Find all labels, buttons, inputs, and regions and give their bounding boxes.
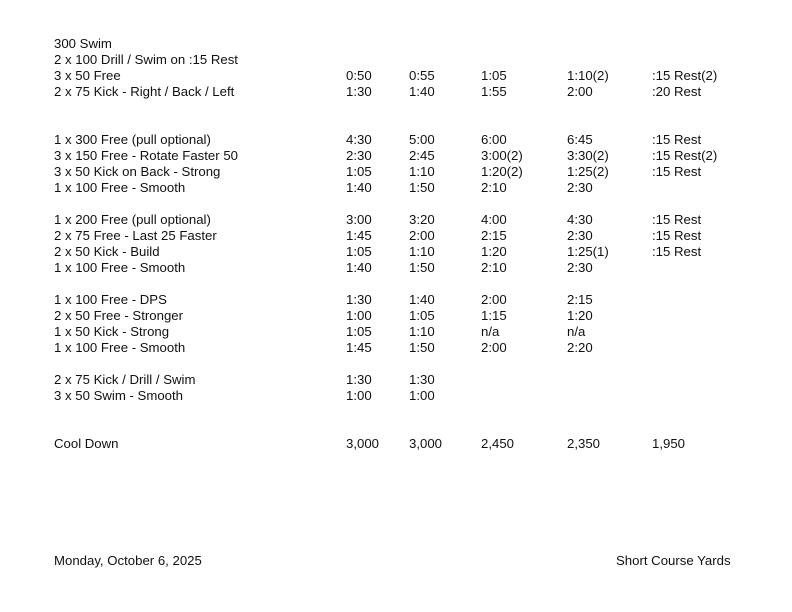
set-description: 1 x 100 Free - DPS [54, 292, 167, 307]
interval-lane-3: 2:15 [481, 228, 507, 243]
set-description: 3 x 50 Free [54, 68, 121, 83]
set-description: 3 x 50 Kick on Back - Strong [54, 164, 221, 179]
set-description: 2 x 50 Kick - Build [54, 244, 160, 259]
interval-lane-2: 1:30 [409, 372, 435, 387]
interval-lane-2: 5:00 [409, 132, 435, 147]
interval-lane-2: 1:05 [409, 308, 435, 323]
interval-lane-1: 1:00 [346, 388, 372, 403]
interval-lane-5: :15 Rest(2) [652, 68, 718, 83]
set-description: 1 x 50 Kick - Strong [54, 324, 170, 339]
set-description: 3 x 150 Free - Rotate Faster 50 [54, 148, 238, 163]
interval-lane-1: 1:30 [346, 292, 372, 307]
interval-lane-2: 3:20 [409, 212, 435, 227]
set-description: 3 x 50 Swim - Smooth [54, 388, 183, 403]
interval-lane-5: :20 Rest [652, 84, 702, 99]
set-description: 2 x 75 Free - Last 25 Faster [54, 228, 217, 243]
interval-lane-1: 1:00 [346, 308, 372, 323]
interval-lane-2: 1:40 [409, 292, 435, 307]
interval-lane-3: 6:00 [481, 132, 507, 147]
workout-row [0, 68, 792, 84]
workout-row [0, 180, 792, 196]
interval-lane-3: n/a [481, 324, 500, 339]
interval-lane-4: n/a [567, 324, 586, 339]
interval-lane-5: :15 Rest [652, 244, 702, 259]
interval-lane-2: 0:55 [409, 68, 435, 83]
interval-lane-3: 2:10 [481, 260, 507, 275]
interval-lane-5: :15 Rest [652, 132, 702, 147]
interval-lane-3: 1:05 [481, 68, 507, 83]
interval-lane-1: 1:05 [346, 324, 372, 339]
interval-lane-5: :15 Rest [652, 212, 702, 227]
workout-row [0, 132, 792, 148]
interval-lane-1: 1:45 [346, 228, 372, 243]
interval-lane-5: :15 Rest [652, 164, 702, 179]
workout-row [0, 212, 792, 228]
set-description: 1 x 200 Free (pull optional) [54, 212, 211, 227]
cool-down-label: Cool Down [54, 436, 119, 451]
interval-lane-3: 4:00 [481, 212, 507, 227]
interval-lane-4: 2:00 [567, 84, 593, 99]
interval-lane-4: 2:30 [567, 228, 593, 243]
cool-down-row [0, 436, 792, 452]
interval-lane-4: 1:20 [567, 308, 593, 323]
interval-lane-4: 2:30 [567, 180, 593, 195]
interval-lane-2: 1:40 [409, 84, 435, 99]
workout-row [0, 324, 792, 340]
workout-row [0, 52, 792, 68]
interval-lane-1: 1:30 [346, 372, 372, 387]
set-description: 1 x 300 Free (pull optional) [54, 132, 211, 147]
interval-lane-5: :15 Rest [652, 228, 702, 243]
interval-lane-3: 1:20 [481, 244, 507, 259]
set-description: 2 x 75 Kick / Drill / Swim [54, 372, 196, 387]
interval-lane-2: 1:10 [409, 324, 435, 339]
footer-course: Short Course Yards [616, 553, 731, 568]
set-description: 1 x 100 Free - Smooth [54, 180, 186, 195]
workout-row [0, 340, 792, 356]
set-description: 300 Swim [54, 36, 112, 51]
workout-row [0, 244, 792, 260]
interval-lane-1: 4:30 [346, 132, 372, 147]
interval-lane-4: 2:15 [567, 292, 593, 307]
interval-lane-3: 1:55 [481, 84, 507, 99]
total-yards-lane-5: 1,950 [652, 436, 686, 451]
set-description: 1 x 100 Free - Smooth [54, 260, 186, 275]
interval-lane-1: 0:50 [346, 68, 372, 83]
interval-lane-4: 1:25(1) [567, 244, 609, 259]
interval-lane-1: 1:45 [346, 340, 372, 355]
interval-lane-2: 1:50 [409, 260, 435, 275]
interval-lane-4: 1:10(2) [567, 68, 609, 83]
workout-row [0, 292, 792, 308]
interval-lane-3: 3:00(2) [481, 148, 523, 163]
interval-lane-4: 2:30 [567, 260, 593, 275]
workout-row [0, 84, 792, 100]
interval-lane-4: 4:30 [567, 212, 593, 227]
workout-row [0, 308, 792, 324]
interval-lane-4: 6:45 [567, 132, 593, 147]
set-description: 2 x 75 Kick - Right / Back / Left [54, 84, 235, 99]
total-yards-lane-2: 3,000 [409, 436, 443, 451]
set-description: 2 x 100 Drill / Swim on :15 Rest [54, 52, 238, 67]
interval-lane-1: 1:30 [346, 84, 372, 99]
total-yards-lane-1: 3,000 [346, 436, 380, 451]
workout-row [0, 372, 792, 388]
set-description: 2 x 50 Free - Stronger [54, 308, 184, 323]
workout-row [0, 164, 792, 180]
interval-lane-4: 3:30(2) [567, 148, 609, 163]
interval-lane-2: 1:10 [409, 164, 435, 179]
interval-lane-4: 1:25(2) [567, 164, 609, 179]
interval-lane-3: 1:15 [481, 308, 507, 323]
total-yards-lane-4: 2,350 [567, 436, 601, 451]
interval-lane-5: :15 Rest(2) [652, 148, 718, 163]
interval-lane-2: 2:00 [409, 228, 435, 243]
interval-lane-1: 1:05 [346, 164, 372, 179]
interval-lane-2: 1:10 [409, 244, 435, 259]
interval-lane-3: 2:10 [481, 180, 507, 195]
interval-lane-1: 1:05 [346, 244, 372, 259]
interval-lane-1: 2:30 [346, 148, 372, 163]
interval-lane-2: 2:45 [409, 148, 435, 163]
interval-lane-1: 3:00 [346, 212, 372, 227]
interval-lane-3: 2:00 [481, 292, 507, 307]
interval-lane-2: 1:50 [409, 340, 435, 355]
set-description: 1 x 100 Free - Smooth [54, 340, 186, 355]
workout-row [0, 388, 792, 404]
workout-row [0, 228, 792, 244]
interval-lane-1: 1:40 [346, 260, 372, 275]
interval-lane-4: 2:20 [567, 340, 593, 355]
footer-date: Monday, October 6, 2025 [54, 553, 202, 568]
total-yards-lane-3: 2,450 [481, 436, 515, 451]
workout-row [0, 36, 792, 52]
interval-lane-2: 1:00 [409, 388, 435, 403]
interval-lane-3: 1:20(2) [481, 164, 523, 179]
workout-row [0, 148, 792, 164]
workout-row [0, 260, 792, 276]
interval-lane-2: 1:50 [409, 180, 435, 195]
interval-lane-1: 1:40 [346, 180, 372, 195]
interval-lane-3: 2:00 [481, 340, 507, 355]
